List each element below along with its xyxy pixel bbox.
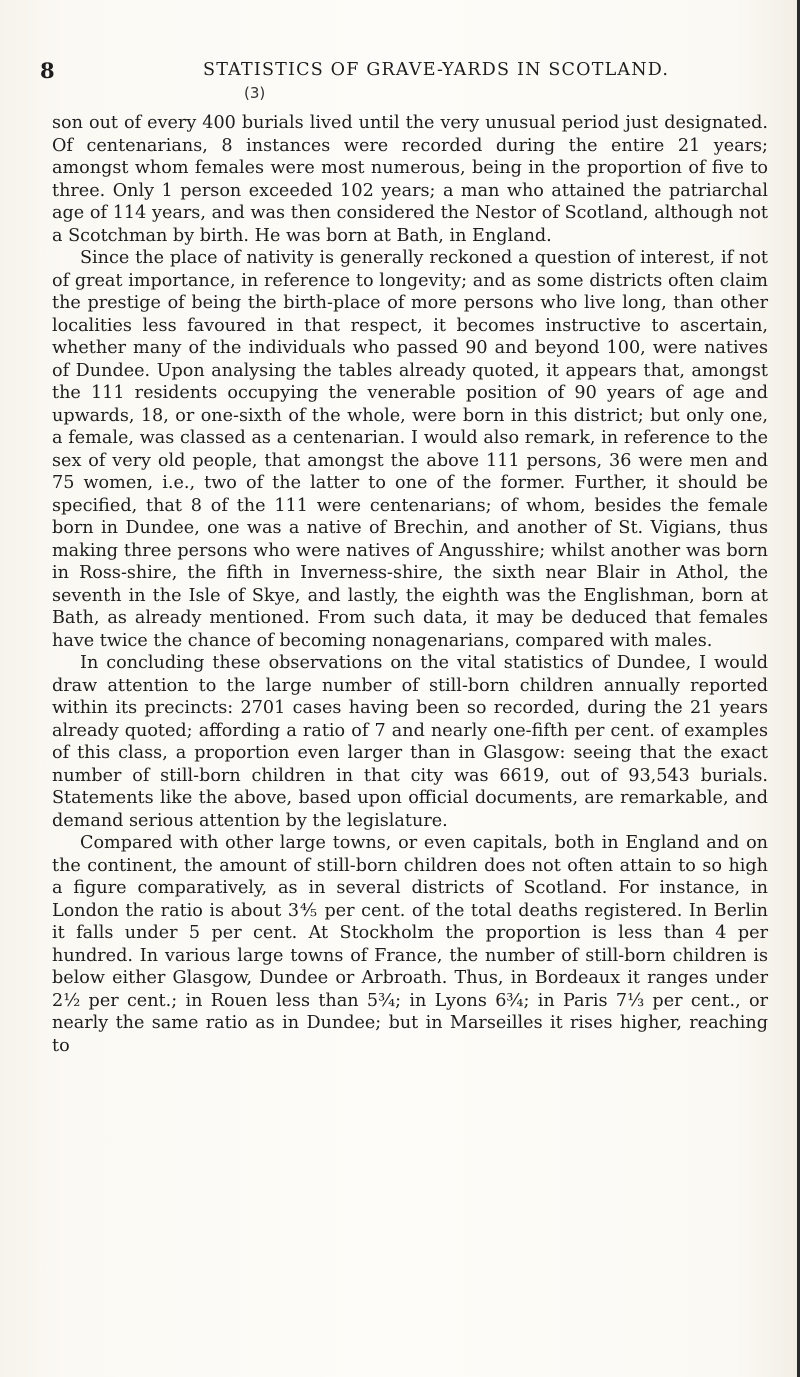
paragraph-comparison: Compared with other large towns, or even capitals, both in England and on the continent, the amount of still-born children does not often attain to so high a figure comparatively, as in several districts of Scotland. For instance, in London the ratio is about 3⅘ per cent. of the total deaths registered. In Berlin it falls under 5 per cent. At Stockholm the proportion is less than 4 per hundred. In various large towns of France, the number of still-born children is below either Glasgow, Dundee or Arbroath. Thus, in Bordeaux it ranges under 2½ per cent.; in Rouen less than 5¾; in Lyons 6¾; in Paris 7⅓ per cent., or nearly the same ratio as in Dundee; but in Marseilles it rises higher, reaching to	[52, 833, 768, 1056]
page-number: 8	[40, 58, 55, 83]
page-header	[40, 58, 762, 84]
paragraph-nativity: Since the place of nativity is generally reckoned a question of interest, if not of great importance, in reference to longevity; and as some districts often claim the prestige of being the birth-place of more persons who live long, than other localities less favoured in that respect, it becomes instructive to ascertain, whether many of the individuals who passed 90 and beyond 100, were natives of Dundee. Upon analysing the tables already quoted, it appears that, amongst the 111 residents occupying the venerable position of 90 years of age and upwards, 18, or one-sixth of the whole, were born in this district; but only one, a female, was classed as a centenarian. I would also remark, in reference to the sex of very old people, that amongst the above 111 persons, 36 were men and 75 women, i.e., two of the latter to one of the former. Further, it should be specified, that 8 of the 111 were centenarians; of whom, besides the female born in Dundee, one was a native of Brechin, and another of St. Vigians, thus making three persons who were natives of Angusshire; whilst another was born in Ross-shire, the fifth in Inverness-shire, the sixth near Blair in Athol, the seventh in the Isle of Skye, and lastly, the eighth was the Englishman, born at Bath, as already mentioned. From such data, it may be deduced that females have twice the chance of becoming nonagenarians, compared with males.	[52, 248, 768, 651]
paragraph-still-born: In concluding these observations on the vital statistics of Dundee, I would draw attention to the large number of still-born children annually reported within its precincts: 2701 cases having been so recorded, during the 21 years already quoted; affording a ratio of 7 and nearly one-fifth per cent. of examples of this class, a proportion even larger than in Glasgow: seeing that the exact number of still-born children in that city was 6619, out of 93,543 burials. Statements like the above, based upon official documents, are remarkable, and demand serious attention by the legislature.	[52, 653, 768, 831]
handwritten-annotation: (3)	[244, 84, 266, 102]
body-text	[52, 112, 768, 1057]
running-head: STATISTICS OF GRAVE-YARDS IN SCOTLAND.	[203, 60, 670, 80]
paragraph-continuation: son out of every 400 burials lived until the very unusual period just designated. Of centenarians, 8 instances were recorded during the entire 21 years; amongst whom females were most numerous, being in the proportion of five to three. Only 1 person exceeded 102 years; a man who attained the patriarchal age of 114 years, and was then considered the Nestor of Scotland, although not a Scotchman by birth. He was born at Bath, in England.	[52, 113, 768, 246]
